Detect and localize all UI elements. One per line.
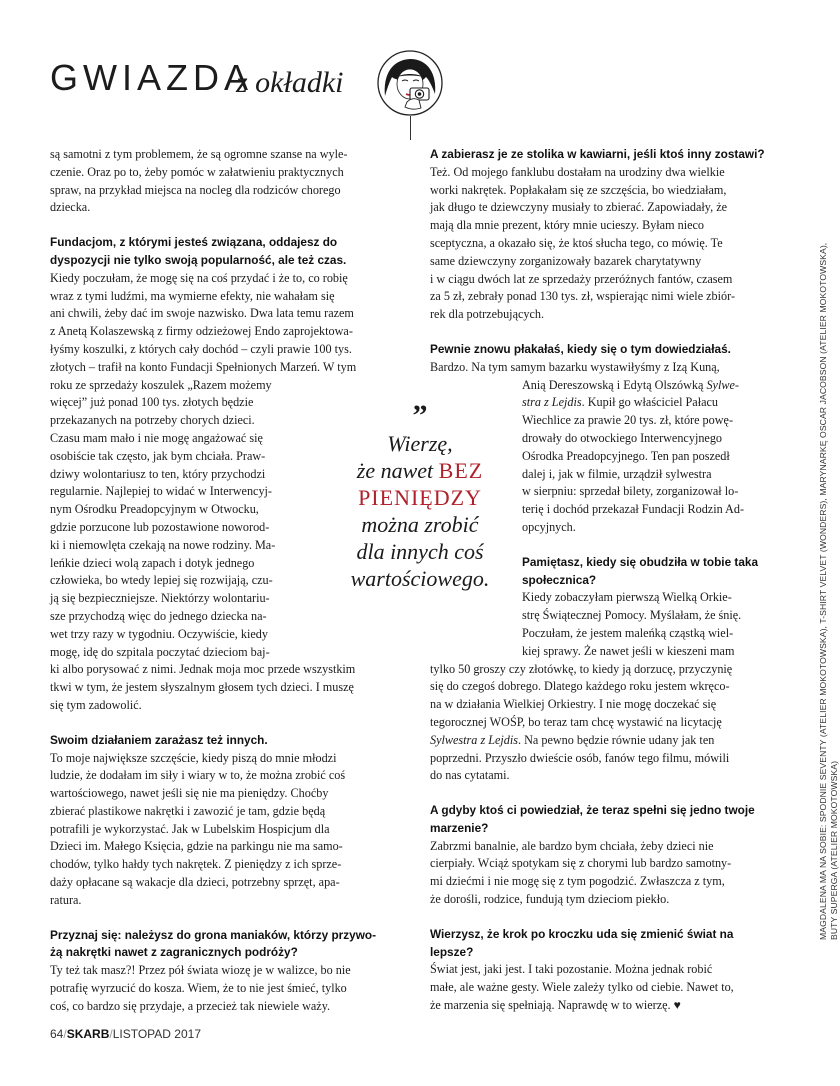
question-heading: Swoim działaniem zarażasz też innych.	[50, 732, 268, 747]
page-footer: 64/SKARB/LISTOPAD 2017	[50, 1027, 201, 1041]
page-number: 64	[50, 1027, 64, 1041]
paragraph-narrow: roku ze sprzedaży koszulek „Razem możemy więcej” już ponad 100 tys. złotych będzie przekazanych na potrzeby chorych dzieci. Czasu mam mało i nie mogę angażować się osobiście tak często, jak bym chciała. Praw- dziwy wolontariusz to ten, który przychodzi regularnie. Najlepiej to widać w Interwencyj- nym Ośrodku Preadopcyjnym w Otwocku, gdzie porzucone lub pozostawione noworod- ki i niemowlęta czekają na nowe rodziny. Ma- leńkie dzieci wolą zapach i dotyk jednego człowieka, bo wtedy lepiej się rozwijają, czu- ją się bezpieczniejsze. Niektórzy wolontariu- sze przychodzą więc do jednego dziecka na- wet trzy razy w tygodniu. Oczywiście, kiedy mogę, idę do szpitala poczytać dzieciom baj-	[50, 377, 276, 659]
paragraph-narrow: Anią Dereszowską i Edytą Olszówką Sylwe- stra z Lejdis. Kupił go właściciel Pałacu Wiechlice za prawie 20 tys. zł, które powę- drowały do otwockiego Interwencyjnego Ośrodka Preadopcyjnego. Ten pan poszedł dalej i, jak w filmie, urządził sylwestra w sierpniu: sprzedał bilety, zorganizował lo- terię i dochód przekazał Fundacji Rodzin Ad- opcyjnych.	[522, 377, 745, 534]
question-heading: A gdyby ktoś ci powiedział, że teraz spełni się jedno twoje marzenie?	[430, 803, 755, 835]
paragraph: To moje największe szczęście, kiedy piszą do mnie młodzi ludzie, że dodałam im siły i wiary w to, że można zrobić coś wartościowego, nawet jeśli się nie ma pieniędzy. Choćby zbierać plastikowe nakrętki i zawozić je tam, gdzie będą potrafili je wykorzystać. Jak w Lubelskim Hospicjum dla Dzieci im. Małego Księcia, gdzie na parkingu nie ma samo- chodów, tylko hałdy tych nakrętek. Z pieniędzy z ich sprze- daży opłacane są wakacje dla dzieci, potrzebny sprzęt, apa- ratura.	[50, 750, 346, 907]
credit-line: MAGDALENA MA NA SOBIE: SPODNIE SEVENTY (ATELIER MOKOTOWSKA), T-SHIRT VELVET (WONDERS), MARYNARKĘ OSCAR JACOBSON (ATELIER MOKOTOWSKA),	[818, 242, 828, 940]
paragraph: Też. Od mojego fanklubu dostałam na urodziny dwa wielkie worki nakrętek. Popłakałam się ze szczęścia, bo wiedziałam, jak długo te dziewczyny musiały to zbierać. Zapowiadały, że mają dla mnie prezent, który mnie ucieszy. Byłam nieco sceptyczna, a okazało się, że ktoś słucha tego, co mówię. Te same dziewczyny zorganizowały bazarek charytatywny i w ciągu dwóch lat ze sprzedaży przeróżnych fantów, czasem za 5 zł, zebrały ponad 130 tys. zł, wspierając nimi wiele zbiór- rek dla potrzebujących.	[430, 164, 736, 322]
section-title-script: z okładki	[236, 66, 344, 99]
paragraph-narrow: Kiedy zobaczyłam pierwszą Wielką Orkie- strę Świątecznej Pomocy. Myślałam, że śnię. Poczułam, że jestem maleńką cząstką wiel- kiej sprawy. Że nawet jeśli w kieszeni mam	[522, 590, 742, 658]
quote-line: Wierzę,	[387, 431, 453, 456]
question-heading: Pamiętasz, kiedy się obudziła w tobie taka społecznica?	[522, 554, 759, 587]
paragraph: Świat jest, jaki jest. I taki pozostanie. Można jednak robić małe, ale ważne gesty. Wiele zależy tylko od ciebie. Nawet to, że marzenia się spełniają. Naprawdę w to wierzę. ♥	[430, 962, 734, 1013]
question-heading: A zabierasz je ze stolika w kawiarni, jeśli ktoś inny zostawi?	[430, 147, 765, 161]
quote-highlight: PIENIĘDZY	[358, 485, 482, 510]
quote-line: dla innych coś	[356, 539, 484, 564]
question-heading: Wierzysz, że krok po kroczku uda się zmienić świat na lepsze?	[430, 926, 734, 959]
woman-with-camera-icon	[377, 50, 443, 116]
paragraph: Kiedy poczułam, że mogę się na coś przydać i że to, co robię wraz z tymi ludźmi, ma wymierne efekty, nie wahałam się ani chwili, żeby dać im swoje nazwisko. Dwa lata temu razem z Anetą Kolaszewską z firmy odzieżowej Endo zaprojektowa- łyśmy koszulki, z których cały dochód – czyli prawie 100 tys. złotych – trafił na konto Fundacji Spełnionych Marzeń. W tym	[50, 270, 357, 374]
question-heading: Pewnie znowu płakałaś, kiedy się o tym dowiedziałaś.	[430, 341, 731, 356]
paragraph: Bardzo. Na tym samym bazarku wystawiłyśmy z Izą Kuną,	[430, 359, 720, 374]
right-column	[430, 146, 772, 1015]
paragraph: Ty też tak masz?! Przez pół świata wiozę je w walizce, bo nie potrafię wyrzucić do kosza. Wiem, że to nie jest śmieć, tylko coś, co bardzo się przydaje, a przecież tak niewiele waży.	[50, 963, 351, 1013]
paragraph: Zabrzmi banalnie, ale bardzo bym chciała, żeby dzieci nie cierpiały. Wciąż spotykam się z chorymi lub bardzo samotny- mi dziećmi i nie mogę się z tym pogodzić. Zwłaszcza z tym, że dorośli, rodzice, fundują tym dzieciom piekło.	[430, 838, 732, 907]
quote-line: że nawet BEZ	[356, 458, 484, 483]
question-heading: Przyznaj się: należysz do grona maniaków, którzy przywo- żą nakrętki nawet z zagranicznych podróży?	[50, 927, 377, 960]
quote-line: wartościowego.	[350, 566, 490, 591]
quote-line: można zrobić	[361, 512, 479, 537]
credit-line: BUTY SUPERGA (ATELIER MOKOTOWSKA)	[829, 760, 839, 940]
divider-line	[410, 116, 411, 140]
paragraph: tylko 50 groszy czy złotówkę, to kiedy ją dorzucę, przyczynię się do czegoś dobrego. Dlatego każdego roku jestem wkręco- na w działania Wielkiej Orkiestry. I nie mogę doczekać się tegorocznej WOŚP, bo teraz tam chcę wystawić na licytację Sylwestra z Lejdis. Na pewno będzie równie udany jak ten poprzedni. Przyszło dwieście osób, fanów tego filmu, mówili do nas cytatami.	[430, 661, 733, 783]
photo-credit	[818, 243, 840, 940]
paragraph: są samotni z tym problemem, że są ogromne szanse na wyle- czenie. Oraz po to, żeby pomóc w załatwieniu praktycznych spraw, na przykład miejsca na nocleg dla rodziców chorego dziecka.	[50, 147, 348, 215]
section-title-main: GWIAZDA	[50, 57, 253, 98]
quote-mark-icon: ”	[412, 399, 428, 432]
paragraph: ki albo porysować z nimi. Jednak moja moc przede wszystkim tkwi w tym, że jestem słyszalnym głosem tych dzieci. I muszę się tym zadowolić.	[50, 662, 356, 712]
question-heading: Fundacjom, z którymi jesteś związana, oddajesz do dyspozycji nie tylko swoją popularność, ale też czas.	[50, 235, 347, 267]
magazine-name: SKARB	[66, 1027, 110, 1041]
issue-date: LISTOPAD 2017	[112, 1027, 201, 1041]
